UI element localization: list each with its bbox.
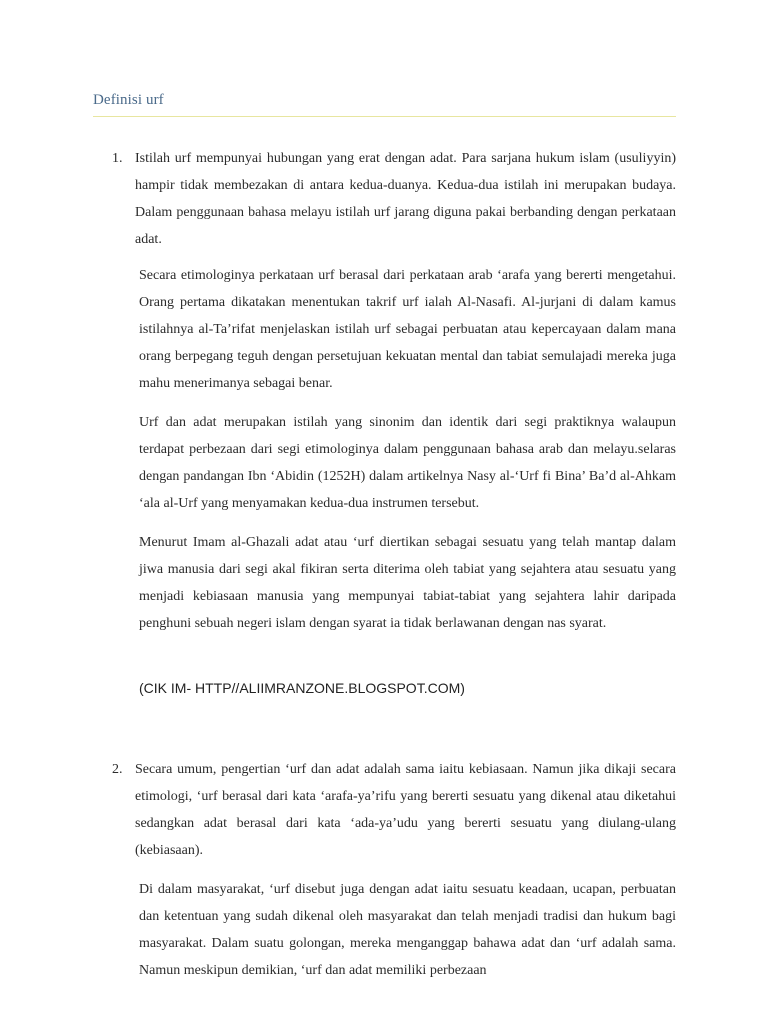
list-number-2: 2. xyxy=(112,762,123,777)
section-heading: Definisi urf xyxy=(93,92,164,108)
list-item-2-text: Secara umum, pengertian ‘urf dan adat adalah sama iaitu kebiasaan. Namun jika dikaji secara etimologi, ‘urf berasal dari kata ‘arafa-ya’rifu yang bererti sesuatu yang dikenal atau diketahui sedangkan adat berasal dari kata ‘ada-ya’udu yang bererti sesuatu yang diulang-ulang (kebiasaan). xyxy=(135,762,676,858)
item-1-paragraph-3: Menurut Imam al-Ghazali adat atau ‘urf diertikan sebagai sesuatu yang telah mantap dalam jiwa manusia dari segi akal fikiran serta diterima oleh tabiat yang sejahtera atau sesuatu yang menjadi kebiasaan manusia yang mempunyai tabiat-tabiat yang sejahtera lahir daripada penghuni sebuah negeri islam dengan syarat ia tidak berlawanan dengan nas syarat. xyxy=(139,535,676,631)
list-item-1-text: Istilah urf mempunyai hubungan yang erat dengan adat. Para sarjana hukum islam (usuliyyin) hampir tidak membezakan di antara kedua-duanya. Kedua-dua istilah ini merupakan budaya. Dalam penggunaan bahasa melayu istilah urf jarang diguna pakai berbanding dengan perkataan adat. xyxy=(135,151,676,247)
list-number-1: 1. xyxy=(112,151,123,166)
item-1-paragraph-2: Urf dan adat merupakan istilah yang sinonim dan identik dari segi praktiknya walaupun terdapat perbezaan dari segi etimologinya dalam penggunaan bahasa arab dan melayu.selaras dengan pandangan Ibn ‘Abidin (1252H) dalam artikelnya Nasy al-‘Urf fi Bina’ Ba’d al-Ahkam ‘ala al-Urf yang menyamakan kedua-dua instrumen tersebut. xyxy=(139,415,676,511)
item-1-paragraph-1: Secara etimologinya perkataan urf berasal dari perkataan arab ‘arafa yang bererti mengetahui. Orang pertama dikatakan menentukan takrif urf ialah Al-Nasafi. Al-jurjani di dalam kamus istilahnya al-Ta’rifat menjelaskan istilah urf sebagai perbuatan atau kepercayaan dalam mana orang berpegang teguh dengan persetujuan kekuatan mental dan tabiat semulajadi mereka juga mahu menerimanya sebagai benar. xyxy=(139,268,676,391)
source-citation: (CIK IM- HTTP//ALIIMRANZONE.BLOGSPOT.COM) xyxy=(139,680,465,696)
heading-underline xyxy=(93,116,676,117)
item-2-paragraph-1: Di dalam masyarakat, ‘urf disebut juga dengan adat iaitu sesuatu keadaan, ucapan, perbuatan dan ketentuan yang sudah dikenal oleh masyarakat dan telah menjadi tradisi dan hukum bagi masyarakat. Dalam suatu golongan, mereka menganggap bahawa adat dan ‘urf adalah sama. Namun meskipun demikian, ‘urf dan adat memiliki perbezaan xyxy=(139,882,676,978)
